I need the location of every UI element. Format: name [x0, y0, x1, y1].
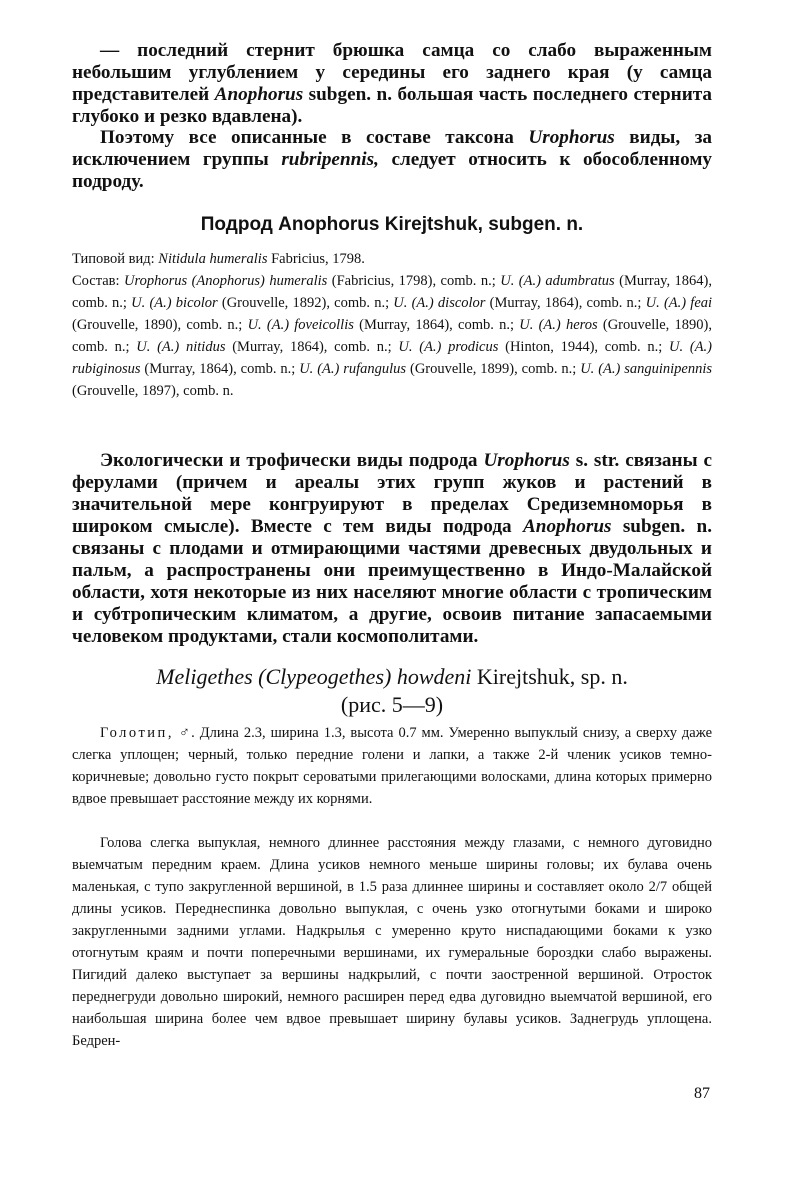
author: (Grouvelle, 1892), comb. n.; — [221, 295, 390, 311]
text: subgen. n. связаны с плодами и отмирающими частями древесных двудольных и пальм, а распространены они преимущественно в Индо-Малайской области, хотя некоторые из них населяют многие области с тропическим и субтропическим климатом, а другие, освоив питание запасаемыми человеком продуктами, стали космополитами. — [72, 516, 713, 647]
author: (Hinton, 1944), comb. n.; — [505, 339, 663, 355]
text: Голова слегка выпуклая, немного длиннее расстояния между глазами, с немного дуговидно выемчатым передним краем. Длина усиков немного меньше ширины головы; их булава очень маленькая, с тупо закругленной вершиной, в 1.5 раза длиннее ширины и составляет около 2/7 общей длины усиков. Переднеспинка довольно выпуклая, с очень узко отогнутыми боками и широко закругленными задними углами. Надкрылья с умеренно круто ниспадающими боками к узко отогнутым краям и почти поперечными вершинами, их гумеральные бороздки слабо выражены. Пигидий далеко выступает за вершины надкрылий, с почти заостренной вершиной. Отросток переднегруди довольно широкий, немного расширен перед едва дуговидно выемчатой вершиной, его наибольшая ширина более чем вдвое превышает ширину булавы усиков. Заднегрудь уплощена. Бедрен- — [72, 835, 712, 1049]
taxon-name: rubripennis, — [281, 149, 379, 170]
label: Типовой вид: — [72, 251, 155, 267]
composition-list — [72, 270, 712, 402]
male-symbol: ♂. — [178, 725, 195, 741]
page-number: 87 — [694, 1085, 710, 1102]
author: (Grouvelle, 1899), comb. n.; — [409, 361, 577, 377]
description-paragraph — [72, 832, 712, 1052]
taxon-name: Urophorus — [483, 450, 570, 471]
author: (Murray, 1864), comb. n.; — [489, 295, 642, 311]
author: (Grouvelle, 1890), comb. n.; — [72, 317, 712, 355]
taxon-name: U. (A.) prodicus — [398, 339, 499, 355]
taxon-name: U. (A.) nitidus — [136, 339, 226, 355]
label: Состав: — [72, 273, 120, 289]
taxon-name: Nitidula humeralis — [158, 251, 268, 267]
intro-paragraph-2 — [72, 127, 712, 193]
text: Экологически и трофически виды подрода — [100, 450, 478, 471]
text: виды, за исключением группы — [72, 127, 713, 170]
author: (Murray, 1864), comb. n.; — [72, 273, 713, 311]
species-author: Kirejtshuk, sp. n. — [476, 664, 628, 689]
ecology-paragraph — [72, 450, 712, 648]
figure-reference: (рис. 5—9) — [340, 692, 444, 717]
author: (Murray, 1864), comb. n.; — [359, 317, 515, 333]
type-species-block — [72, 248, 712, 402]
taxon-name: Anophorus — [214, 84, 304, 105]
species-name: Meligethes (Clypeogethes) howdeni — [156, 664, 472, 689]
species-heading — [72, 663, 712, 719]
text: s. str. связаны с ферулами (причем и ареалы этих групп жуков и растений в значительной мере конгруируют в пределах Средиземноморья в широком смысле). Вместе с тем виды подрода — [72, 450, 712, 537]
taxon-name: U. (A.) feai — [645, 295, 713, 311]
taxon-name: U. (A.) rubiginosus — [72, 339, 713, 377]
author: (Murray, 1864), comb. n.; — [232, 339, 392, 355]
text: Поэтому все описанные в составе таксона — [100, 127, 514, 148]
taxon-name: U. (A.) sanguinipennis — [580, 361, 713, 377]
taxon-name: U. (A.) discolor — [393, 295, 486, 311]
subgenus-heading-block — [72, 214, 712, 236]
text: следует относить к обособленному подроду. — [72, 149, 712, 192]
taxon-name: Urophorus — [528, 127, 615, 148]
holotype-label: Голотип, — [100, 725, 174, 741]
taxon-name: Anophorus — [522, 516, 612, 537]
text: subgen. n. большая часть последнего стернита глубоко и резко вдавлена). — [72, 84, 712, 127]
text: — последний стернит брюшка самца со слабо выраженным небольшим углублением у середины его заднего края (у самца представителей — [72, 40, 712, 105]
taxon-name: U. (A.) foveicollis — [247, 317, 354, 333]
taxon-name: U. (A.) heros — [519, 317, 598, 333]
subgenus-heading: Подрод Anophorus Kirejtshuk, subgen. n. — [200, 214, 584, 235]
author: (Grouvelle, 1897), comb. n. — [72, 383, 234, 399]
taxon-name: Urophorus (Anophorus) humeralis — [124, 273, 328, 289]
holotype-paragraph — [72, 722, 712, 810]
author: (Fabricius, 1798), comb. n.; — [331, 273, 496, 289]
author: (Murray, 1864), comb. n.; — [144, 361, 296, 377]
author: Fabricius, 1798. — [271, 251, 365, 267]
taxon-name: U. (A.) bicolor — [131, 295, 218, 311]
intro-paragraph-1 — [72, 40, 712, 128]
taxon-name: U. (A.) adumbratus — [500, 273, 615, 289]
taxon-name: U. (A.) rufangulus — [299, 361, 407, 377]
text: Длина 2.3, ширина 1.3, высота 0.7 мм. Умеренно выпуклый снизу, а сверху даже слегка уплощен; черный, только передние голени и лапки, а также 2-й членик усиков темно-коричневые; довольно густо покрыт сероватыми прилегающими волосками, длина которых примерно вдвое превышает расстояние между их корнями. — [72, 725, 712, 807]
author: (Grouvelle, 1890), comb. n.; — [72, 317, 243, 333]
